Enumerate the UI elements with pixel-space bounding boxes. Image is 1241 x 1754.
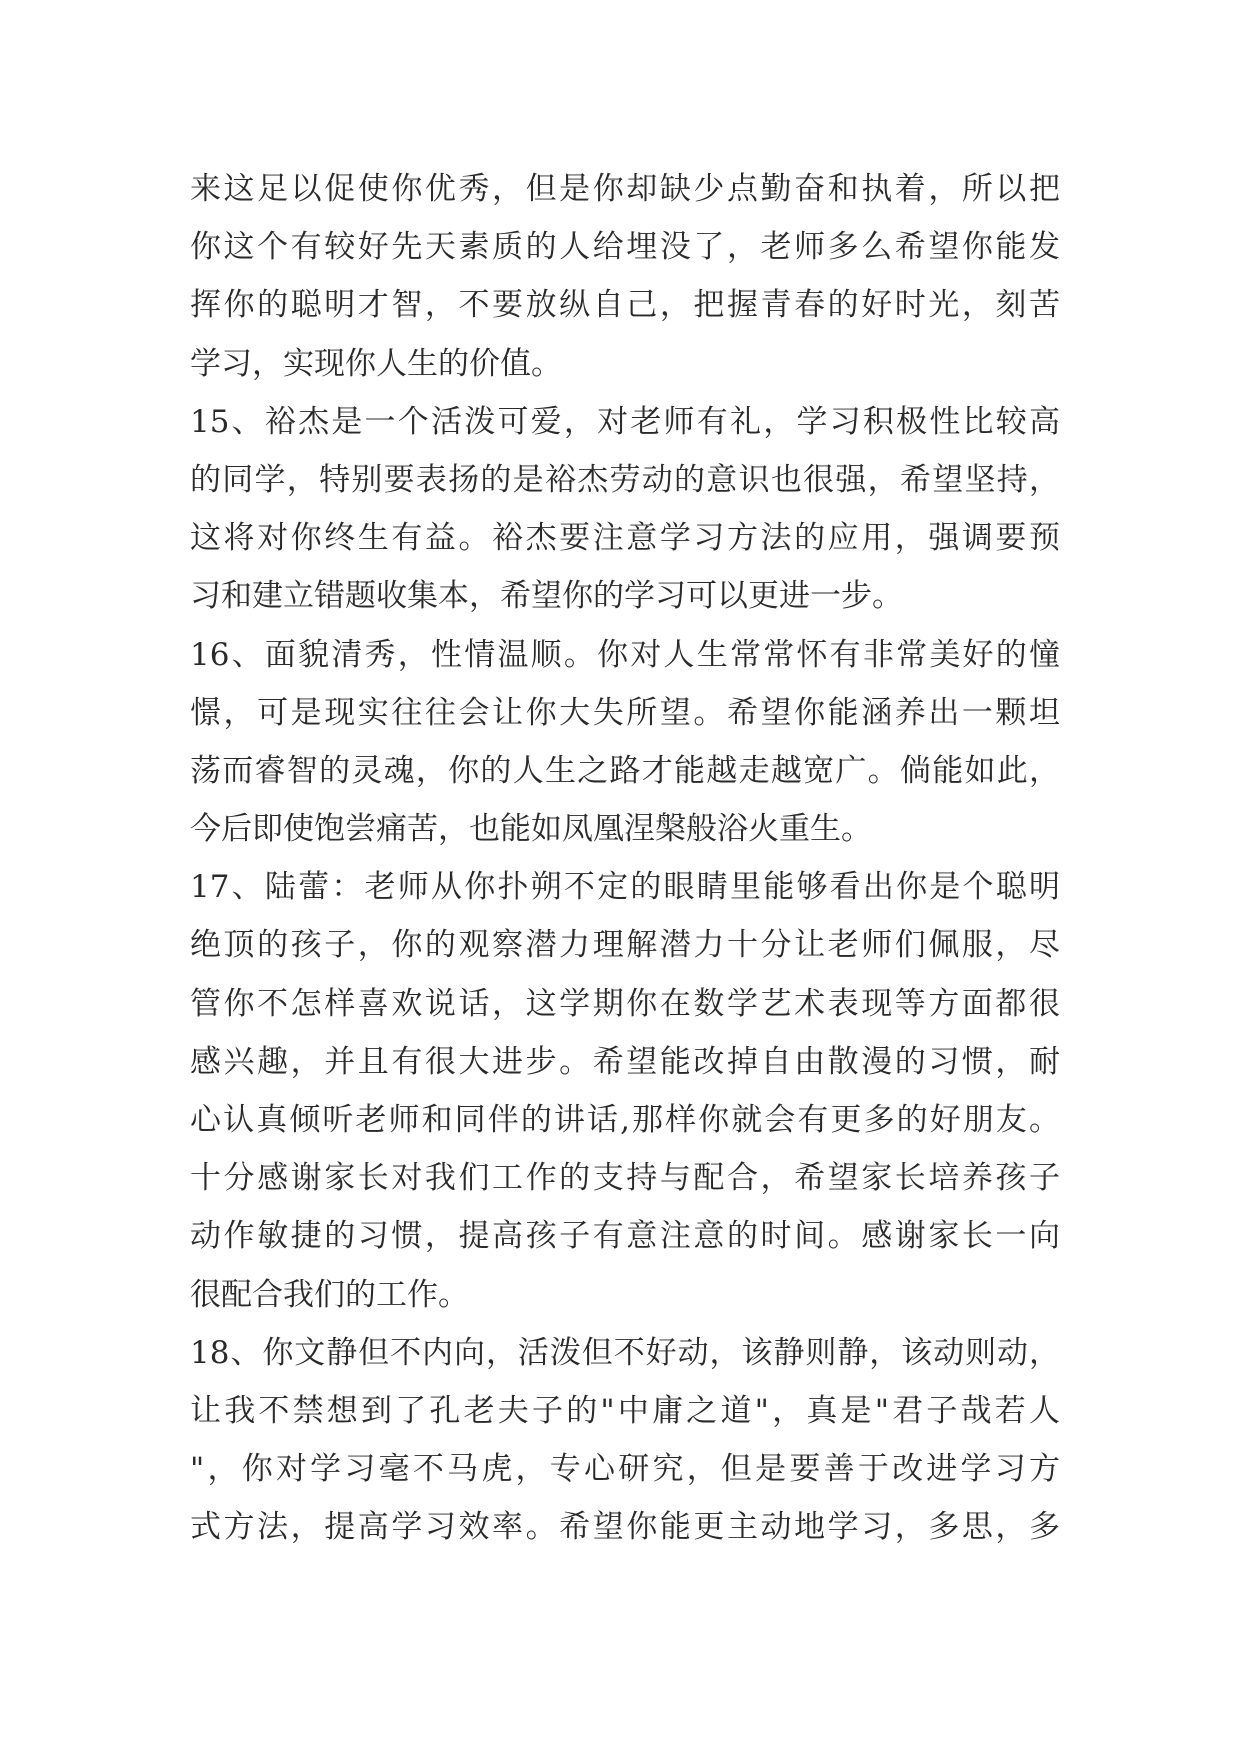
text-line: 15、裕杰是一个活泼可爱，对老师有礼，学习积极性比较高 xyxy=(190,403,1060,440)
text-line: 这将对你终生有益。裕杰要注意学习方法的应用，强调要预 xyxy=(190,520,1060,557)
text-line: 十分感谢家长对我们工作的支持与配合，希望家长培养孩子 xyxy=(190,1160,1060,1197)
text-line: 管你不怎样喜欢说话，这学期你在数学艺术表现等方面都很 xyxy=(190,985,1060,1022)
text-line: 今后即使饱尝痛苦，也能如凤凰涅槃般浴火重生。 xyxy=(190,811,872,848)
text-line: 让我不禁想到了孔老夫子的"中庸之道"，真是"君子哉若人 xyxy=(190,1392,1060,1429)
text-line: 16、面貌清秀，性情温顺。你对人生常常怀有非常美好的憧 xyxy=(190,636,1060,673)
text-line: 动作敏捷的习惯，提高孩子有意注意的时间。感谢家长一向 xyxy=(190,1218,1060,1255)
text-line: 的同学，特别要表扬的是裕杰劳动的意识也很强，希望坚持， xyxy=(190,461,1060,498)
text-line: 很配合我们的工作。 xyxy=(190,1276,469,1313)
text-line: 17、陆蕾：老师从你扑朔不定的眼睛里能够看出你是个聪明 xyxy=(190,869,1060,906)
text-line: 18、你文静但不内向，活泼但不好动，该静则静，该动则动， xyxy=(190,1334,1060,1371)
text-line: 习和建立错题收集本，希望你的学习可以更进一步。 xyxy=(190,578,903,615)
text-line: 荡而睿智的灵魂，你的人生之路才能越走越宽广。倘能如此， xyxy=(190,752,1060,789)
text-line: 学习，实现你人生的价值。 xyxy=(190,345,562,382)
text-line: 你这个有较好先天素质的人给埋没了，老师多么希望你能发 xyxy=(190,229,1060,266)
text-line: 心认真倾听老师和同伴的讲话,那样你就会有更多的好朋友。 xyxy=(190,1102,1060,1138)
text-line: 挥你的聪明才智，不要放纵自己，把握青春的好时光，刻苦 xyxy=(190,287,1060,324)
document-body xyxy=(190,160,1060,1557)
text-line: 感兴趣，并且有很大进步。希望能改掉自由散漫的习惯，耐 xyxy=(190,1043,1060,1080)
text-line: 式方法，提高学习效率。希望你能更主动地学习，多思，多 xyxy=(190,1509,1060,1546)
text-line: "，你对学习毫不马虎，专心研究，但是要善于改进学习方 xyxy=(190,1451,1060,1488)
text-line: 绝顶的孩子，你的观察潜力理解潜力十分让老师们佩服，尽 xyxy=(190,927,1060,964)
text-line: 憬，可是现实往往会让你大失所望。希望你能涵养出一颗坦 xyxy=(190,694,1060,731)
text-line: 来这足以促使你优秀，但是你却缺少点勤奋和执着，所以把 xyxy=(190,171,1060,207)
